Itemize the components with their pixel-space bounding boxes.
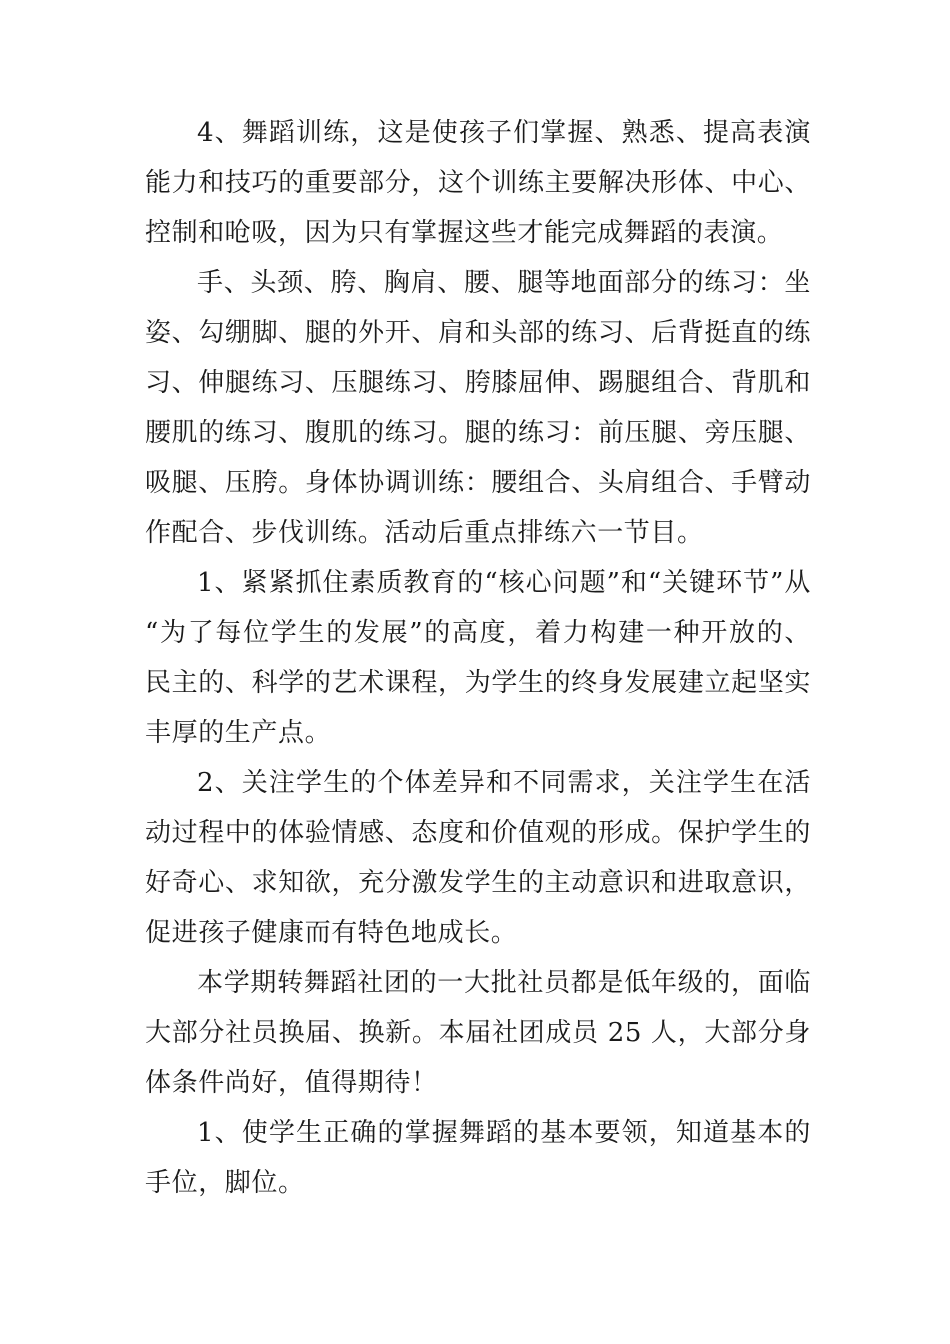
paragraph-quality-education: 1、紧紧抓住素质教育的“核心问题”和“关键环节”从 “为了每位学生的发展”的高度，着力构建一种开放的、民主的、科学的艺术课程，为学生的终身发展建立起坚实丰厚的生产点。 (145, 568, 811, 748)
paragraph-club-members: 本学期转舞蹈社团的一大批社员都是低年级的，面临大部分社员换届、换新。本届社团成员 25 人，大部分身体条件尚好，值得期待！ (145, 968, 811, 1098)
document-body (145, 108, 811, 1208)
paragraph-floor-exercises: 手、头颈、胯、胸肩、腰、腿等地面部分的练习：坐姿、勾绷脚、腿的外开、肩和头部的练习、后背挺直的练习、伸腿练习、压腿练习、胯膝屈伸、踢腿组合、背肌和腰肌的练习、腹肌的练习。腿的练习：前压腿、旁压腿、吸腿、压胯。身体协调训练：腰组合、头肩组合、手臂动作配合、步伐训练。活动后重点排练六一节目。 (145, 268, 811, 548)
paragraph-basic-positions: 1、使学生正确的掌握舞蹈的基本要领，知道基本的手位，脚位。 (145, 1118, 811, 1198)
paragraph-individual-differences: 2、关注学生的个体差异和不同需求，关注学生在活动过程中的体验情感、态度和价值观的形成。保护学生的好奇心、求知欲，充分激发学生的主动意识和进取意识，促进孩子健康而有特色地成长。 (145, 768, 811, 948)
paragraph-dance-training: 4、舞蹈训练，这是使孩子们掌握、熟悉、提高表演能力和技巧的重要部分，这个训练主要解决形体、中心、控制和呛吸，因为只有掌握这些才能完成舞蹈的表演。 (145, 118, 811, 248)
